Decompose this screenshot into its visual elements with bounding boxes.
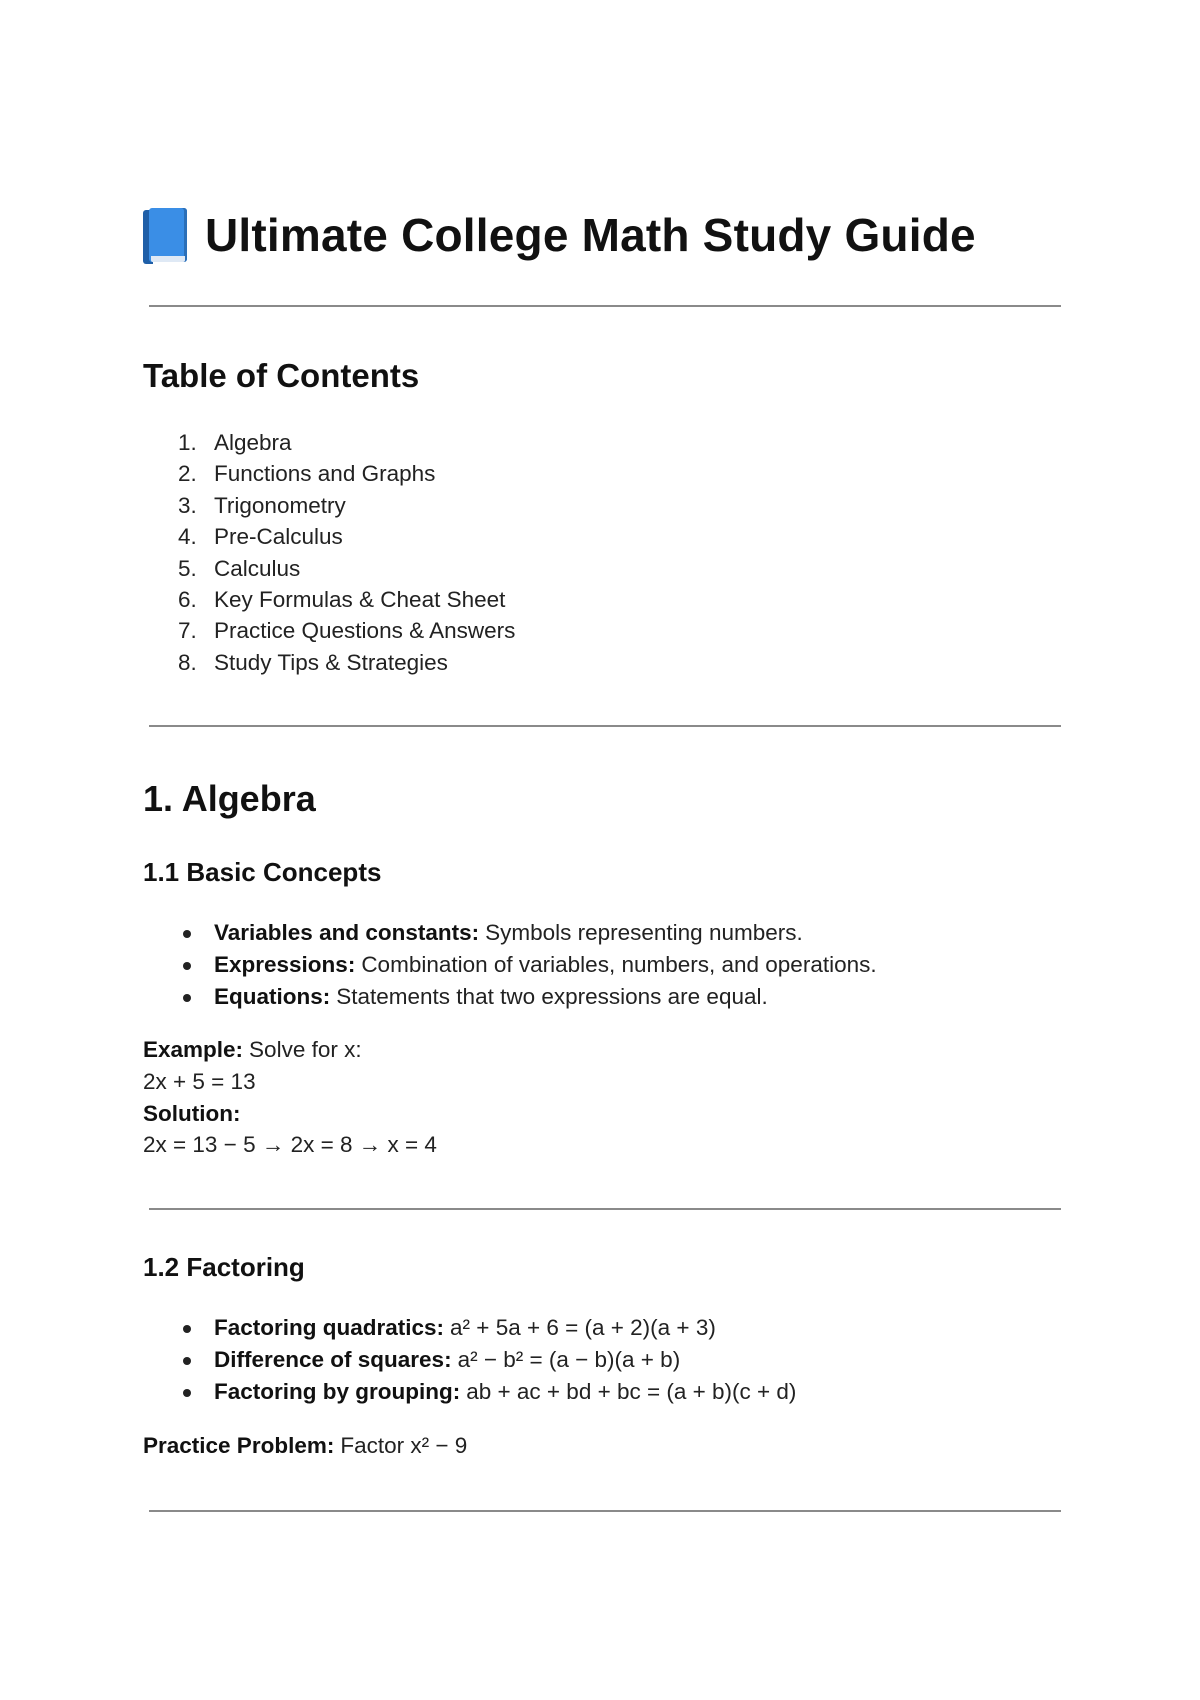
toc-item[interactable]: 8. Study Tips & Strategies [178,649,448,675]
toc-item[interactable]: 4. Pre-Calculus [178,524,343,550]
subsection-heading-basic-concepts: 1.1 Basic Concepts [143,857,382,887]
toc-item[interactable]: 7. Practice Questions & Answers [178,618,516,644]
list-item: Factoring quadratics: a² + 5a + 6 = (a + 2)(a + 3) [143,1312,796,1344]
factoring-list [143,1312,796,1408]
example-equation: 2x + 5 = 13 [143,1069,256,1094]
toc-list [143,427,515,678]
blue-book-icon [143,206,187,264]
practice-problem: Practice Problem: Factor x² − 9 [143,1433,468,1458]
toc-item[interactable]: 3. Trigonometry [178,492,346,518]
divider [149,1510,1061,1512]
divider [149,725,1061,727]
toc-item[interactable]: 6. Key Formulas & Cheat Sheet [178,586,506,612]
list-item: Variables and constants: Symbols representing numbers. [143,917,877,949]
divider [149,1208,1061,1210]
list-item: Expressions: Combination of variables, numbers, and operations. [143,949,877,981]
subsection-heading-factoring: 1.2 Factoring [143,1252,305,1282]
basic-concepts-list [143,917,877,1013]
list-item: Difference of squares: a² − b² = (a − b)(a + b) [143,1344,796,1376]
toc-item[interactable]: 5. Calculus [178,555,301,581]
list-item: Equations: Statements that two expressions are equal. [143,981,877,1013]
toc-item[interactable]: 1. Algebra [178,430,292,455]
list-item: Factoring by grouping: ab + ac + bd + bc = (a + b)(c + d) [143,1376,796,1408]
section-heading-algebra: 1. Algebra [143,778,316,819]
solution-text: 2x = 13 − 5 → 2x = 8 → x = 4 [143,1132,437,1157]
toc-item[interactable]: 2. Functions and Graphs [178,461,436,487]
title-row [143,205,976,265]
toc-heading: Table of Contents [143,357,420,394]
example-line: Example: Solve for x: [143,1037,362,1062]
solution-label: Solution: [143,1101,241,1126]
divider [149,305,1061,307]
page-title: Ultimate College Math Study Guide [205,209,976,261]
